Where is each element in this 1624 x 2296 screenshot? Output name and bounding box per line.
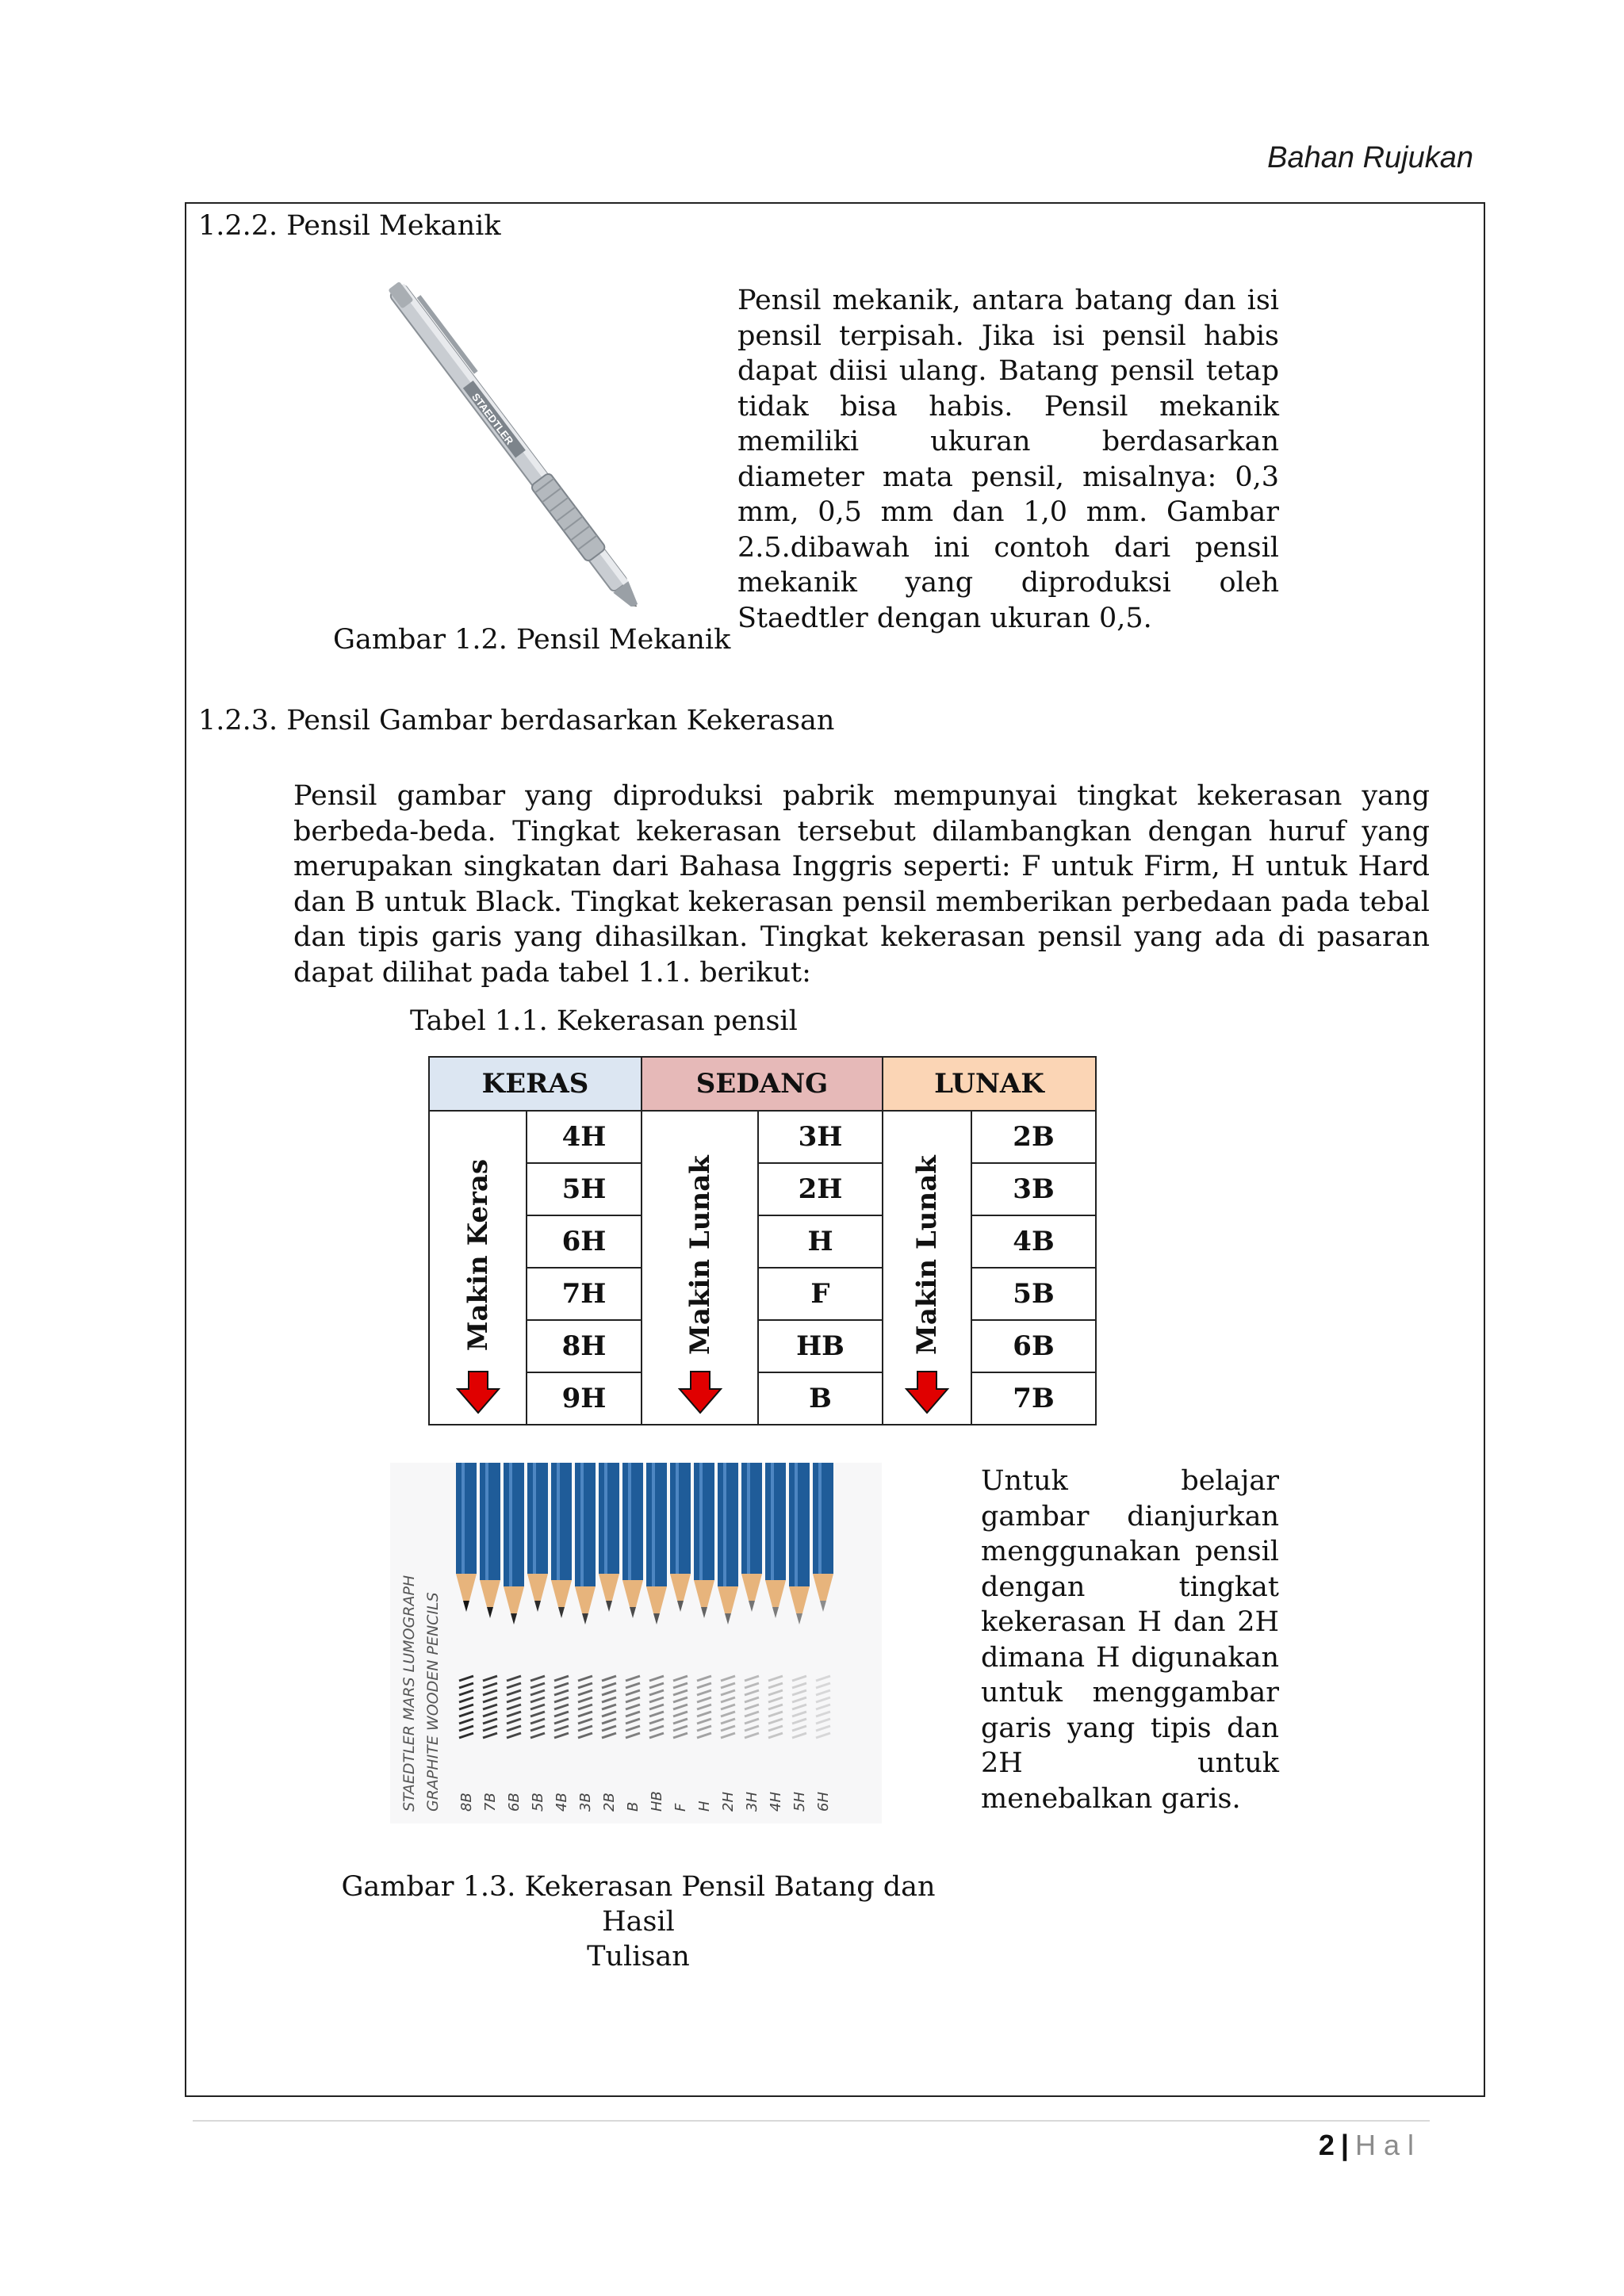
photo-grade-label: 5B: [530, 1793, 546, 1812]
section-heading-kekerasan: 1.2.3. Pensil Gambar berdasarkan Kekerasan: [198, 705, 835, 737]
pencil-body: [813, 1463, 833, 1574]
photo-grade-label: H: [696, 1800, 713, 1812]
footer-separator: |: [1340, 2129, 1349, 2161]
photo-grade-label: 4B: [553, 1793, 570, 1812]
pencil-body: [718, 1463, 738, 1586]
side-note: Untuk belajar gambar dianjurkan menggunakan pensil dengan tingkat kekerasan H dan 2H dimana H digunakan untuk menggambar garis yang tipis dan 2H untuk menebalkan garis.: [981, 1465, 1279, 1815]
pencil-highlight: [580, 1463, 584, 1586]
header-lunak: LUNAK: [883, 1057, 1096, 1111]
pencil-body: [741, 1463, 762, 1574]
pencil-highlight: [676, 1463, 679, 1574]
page-number: 2: [1318, 2129, 1335, 2161]
pencil-body: [575, 1463, 596, 1586]
pencil-highlight: [557, 1463, 560, 1580]
pencil-highlight: [485, 1463, 488, 1580]
grade-cell: B: [758, 1372, 883, 1425]
figure-caption-line-1: Gambar 1.3. Kekerasan Pensil Batang dan Hasil: [341, 1871, 936, 1938]
grade-cell: 9H: [527, 1372, 642, 1425]
pencil-highlight: [652, 1463, 655, 1586]
side-label-lunak: Makin Lunak: [911, 1155, 943, 1355]
pencil-body: [789, 1463, 810, 1586]
photo-grade-label: 6H: [815, 1792, 832, 1812]
grade-cell: 2H: [758, 1163, 883, 1215]
side-label-keras: Makin Keras: [462, 1158, 494, 1352]
header-sedang: SEDANG: [642, 1057, 883, 1111]
pencil-body: [527, 1463, 548, 1574]
pencil-body: [694, 1463, 714, 1580]
down-arrow-icon: [456, 1370, 500, 1414]
section-heading-mekanik: 1.2.2. Pensil Mekanik: [198, 210, 501, 242]
grade-cell: 2B: [971, 1111, 1096, 1163]
pencil-body: [670, 1463, 691, 1574]
paragraph-kekerasan: Pensil gambar yang diproduksi pabrik mempunyai tingkat kekerasan yang berbeda-beda. Tingkat kekerasan tersebut dilambangkan dengan huruf yang merupakan singkatan dari Bahasa Inggris seperti: F untuk Firm, H untuk Hard dan B untuk Black. Tingkat kekerasan pensil memberikan perbedaan pada tebal dan tipis garis yang dihasilkan. Tingkat kekerasan pensil yang ada di pasaran dapat dilihat pada tabel 1.1. berikut:: [293, 780, 1430, 989]
photo-grade-label: B: [625, 1801, 642, 1812]
grade-cell: F: [758, 1268, 883, 1320]
photo-grade-label: 2H: [720, 1792, 737, 1812]
pencil-highlight: [604, 1463, 607, 1574]
grade-cell: 5H: [527, 1163, 642, 1215]
side-label-cell-lunak: [883, 1111, 971, 1425]
down-arrow-icon: [905, 1370, 949, 1414]
running-header: Bahan Rujukan: [1267, 141, 1473, 174]
pencil-body: [646, 1463, 667, 1586]
pencil-body: [551, 1463, 572, 1580]
photo-grade-label: 3H: [744, 1792, 760, 1812]
pencil-body: [765, 1463, 786, 1580]
pencil-highlight: [747, 1463, 750, 1574]
pencil-body: [480, 1463, 500, 1580]
paragraph-mekanik: Pensil mekanik, antara batang dan isi pensil terpisah. Jika isi pensil habis dapat diisi ulang. Batang pensil tetap tidak bisa habis. Pensil mekanik memiliki ukuran berdasarkan diameter mata pensil, misalnya: 0,3 mm, 0,5 mm dan 1,0 mm. Gambar 2.5.dibawah ini contoh dari pensil mekanik yang diproduksi oleh Staedtler dengan ukuran 0,5.: [737, 285, 1279, 634]
grade-cell: H: [758, 1215, 883, 1268]
grade-cell: 7B: [971, 1372, 1096, 1425]
photo-grade-label: 2B: [601, 1793, 618, 1812]
figure-caption-mekanik: Gambar 1.2. Pensil Mekanik: [333, 624, 731, 656]
grade-cell: 4B: [971, 1215, 1096, 1268]
mechanical-pencil-image: [373, 274, 690, 607]
footer-divider: [193, 2120, 1430, 2122]
grade-cell: 3H: [758, 1111, 883, 1163]
pencil-highlight: [795, 1463, 798, 1586]
pencil-body: [622, 1463, 643, 1580]
figure-caption-kekerasan: [301, 1869, 975, 1974]
photo-grade-label: 8B: [458, 1793, 475, 1812]
pencil-body: [599, 1463, 619, 1574]
side-label-cell-keras: [429, 1111, 527, 1425]
pencil-highlight: [462, 1463, 465, 1574]
photo-grade-label: HB: [649, 1791, 665, 1812]
pencil-body: [504, 1463, 524, 1586]
down-arrow-icon: [678, 1370, 722, 1414]
grade-cell: 6B: [971, 1320, 1096, 1372]
footer-label: Hal: [1354, 2129, 1422, 2161]
side-label-sedang: Makin Lunak: [684, 1155, 716, 1355]
pencil-hardness-photo: [390, 1463, 882, 1823]
photo-grade-label: 6B: [506, 1793, 523, 1812]
photo-brand-line-2: GRAPHITE WOODEN PENCILS: [424, 1592, 442, 1812]
photo-grade-label: 3B: [577, 1793, 594, 1812]
pencil-highlight: [628, 1463, 631, 1580]
pencil-highlight: [533, 1463, 536, 1574]
pencil-brand-mark: STAEDTLER: [469, 391, 516, 447]
grade-cell: 5B: [971, 1268, 1096, 1320]
grade-cell: 3B: [971, 1163, 1096, 1215]
grade-cell: 4H: [527, 1111, 642, 1163]
table-caption: Tabel 1.1. Kekerasan pensil: [410, 1005, 798, 1037]
pencil-body: [456, 1463, 477, 1574]
pencil-highlight: [818, 1463, 822, 1574]
grade-cell: 7H: [527, 1268, 642, 1320]
pencil-highlight: [723, 1463, 726, 1586]
photo-grade-label: 7B: [482, 1793, 499, 1812]
grade-cell: 8H: [527, 1320, 642, 1372]
photo-grade-label: 4H: [768, 1792, 784, 1812]
pencil-highlight: [771, 1463, 774, 1580]
photo-grade-label: 5H: [791, 1792, 808, 1812]
figure-caption-line-2: Tulisan: [587, 1941, 690, 1973]
pencil-highlight: [509, 1463, 512, 1586]
photo-brand-line-1: STAEDTLER MARS LUMOGRAPH: [400, 1575, 418, 1812]
page-footer: [1319, 2129, 1422, 2162]
header-keras: KERAS: [429, 1057, 642, 1111]
hardness-table: [428, 1056, 1097, 1425]
grade-cell: 6H: [527, 1215, 642, 1268]
side-label-cell-sedang: [642, 1111, 758, 1425]
photo-grade-label: F: [672, 1803, 689, 1812]
grade-cell: HB: [758, 1320, 883, 1372]
pencil-highlight: [699, 1463, 703, 1580]
